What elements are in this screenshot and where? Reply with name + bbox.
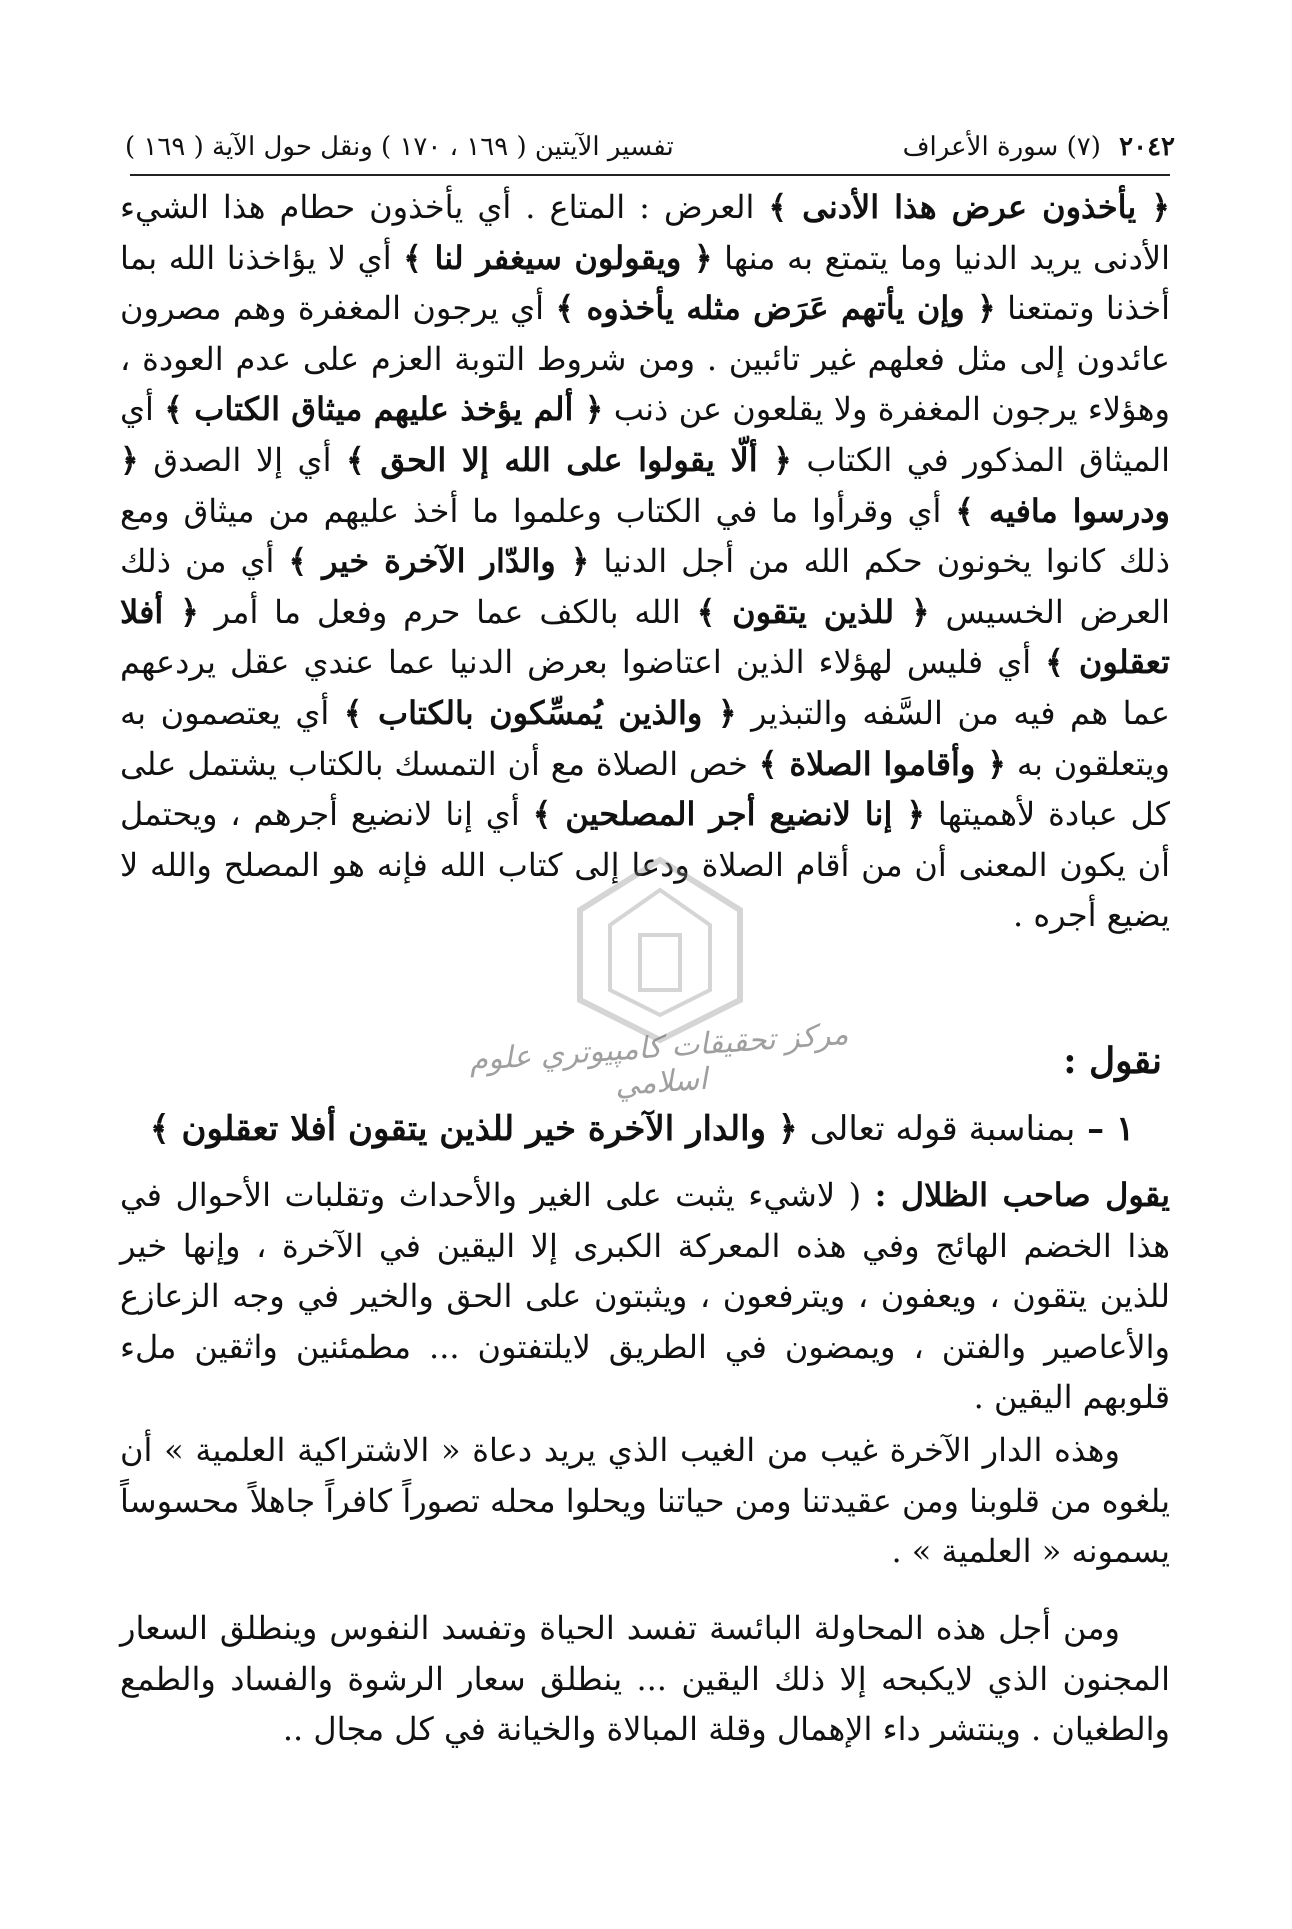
verse-quote: ﴿ وإن يأتهم عَرَض مثله يأخذوه ﴾ [555, 289, 996, 328]
header-rule [130, 174, 1170, 176]
commentary-text: خص الصلاة مع أن التمسك بالكتاب يشتمل على كل عبادة لأهميتها [120, 744, 1171, 834]
verse-quote: ﴿ للذين يتقون ﴾ [696, 592, 930, 631]
commentary-text: أي إنا لانضيع أجرهم ، ويحتمل أن يكون المعنى أن من أقام الصلاة ودعا إلى كتاب الله فإنه هو المصلح والله لا يضيع أجره . [120, 795, 1171, 935]
verse-quote: ﴿ ودرسوا مافيه ﴾ [120, 440, 1171, 530]
note-intro: بمناسبة قوله تعالى [809, 1109, 1076, 1149]
note-number: ١ – [1087, 1109, 1135, 1149]
commentary-text: أي يرجون المغفرة وهم مصرون عائدون إلى مثل فعلهم غير تائبين . ومن شروط التوبة العزم على عدم العودة ، وهؤلاء يرجون المغفرة ولا يقلعون عن ذنب [120, 289, 1171, 429]
verse-quote: ﴿ يأخذون عرض هذا الأدنى ﴾ [768, 188, 1171, 226]
quote-author: يقول صاحب الظلال : [874, 1176, 1171, 1214]
commentary-text: العرض : المتاع . أي يأخذون حطام هذا الشيء الأدنى يريد الدنيا وما يتمتع به منها [120, 188, 1171, 277]
body-paragraph-2 [120, 1603, 1170, 1755]
note-heading [122, 1108, 1162, 1149]
commentary-text: أي فليس لهؤلاء الذين اعتاضوا بعرض الدنيا عما عندي عقل يردعهم عما هم فيه من السَّفه والتبذير [120, 643, 1170, 732]
header-subtitle: تفسير الآيتين ( ١٦٩ ، ١٧٠ ) ونقل حول الآية ( ١٦٩ ) [125, 132, 674, 162]
paragraph: وهذه الدار الآخرة غيب من الغيب الذي يريد دعاة « الاشتراكية العلمية » أن يلغوه من قلوبنا ومن عقيدتنا ومن حياتنا ويحلوا محله تصوراً كافراً جاهلاً محسوساً يسمونه « العلمية » . [120, 1431, 1170, 1571]
commentary-text: أي لا يؤاخذنا الله بما أخذنا وتمتعنا [120, 238, 1171, 328]
quote-paragraph [120, 1170, 1170, 1423]
commentary-text: أي يعتصمون به ويتعلقون به [120, 693, 1171, 783]
verse-quote: ﴿ ويقولون سيغفر لنا ﴾ [403, 238, 713, 277]
section-title: نقول : [1063, 1040, 1162, 1082]
verse-quote: ﴿ ألم يؤخذ عليهم ميثاق الكتاب ﴾ [164, 390, 604, 429]
tafsir-paragraph [120, 182, 1170, 941]
commentary-text: أي الميثاق المذكور في الكتاب [120, 390, 1171, 479]
quote-text: ( لاشيء يثبت على الغير والأحداث وتقلبات الأحوال في هذا الخضم الهائج وفي هذه المعركة الكبرى إلا اليقين في الآخرة ، وإنها خير للذين يتقون ، ويعفون ، ويترفعون ، ويثبتون على الحق والخير في وجه الزعازع والأعاصير والفتن ، ويمضون في الطريق لايلتفتون ... مطمئنين واثقين ملء قلوبهم اليقين . [120, 1176, 1170, 1417]
commentary-text: الله بالكف عما حرم وفعل ما أمر [198, 592, 697, 631]
commentary-text: أي من ذلك العرض الخسيس [120, 542, 1171, 631]
paragraph: ومن أجل هذه المحاولة البائسة تفسد الحياة وتفسد النفوس وينطلق السعار المجنون الذي لايكبحه إلا ذلك اليقين ... ينطلق سعار الرشوة والفساد والطمع والطغيان . وينتشر داء الإهمال وقلة المبالاة والخيانة في كل مجال .. [120, 1609, 1170, 1749]
verse-quote: ﴿ أفلا تعقلون ﴾ [120, 592, 1171, 682]
body-paragraph-1 [120, 1425, 1170, 1577]
page-number: ٢٠٤٢ [1119, 132, 1175, 162]
seal-watermark [540, 850, 780, 1050]
surah-title: (٧) سورة الأعراف [902, 132, 1101, 162]
stamp-caption: مركز تحقيقات كامپيوتري علوم اسلامي [468, 1016, 850, 1104]
quote-block [120, 1170, 1170, 1423]
verse-quote: ﴿ والدّار الآخرة خير ﴾ [288, 542, 590, 581]
running-header [125, 122, 1175, 172]
verse-quote: ﴿ وأقاموا الصلاة ﴾ [758, 744, 1006, 783]
verse-quote: ﴿ إنا لانضيع أجر المصلحين ﴾ [532, 795, 925, 834]
commentary-text: أي وقرأوا ما في الكتاب وعلموا ما أخذ عليهم من ميثاق ومع ذلك كانوا يخونون حكم الله من أجل الدنيا [120, 491, 1171, 581]
commentary-text: أي إلا الصدق [138, 440, 346, 479]
verse-quote: ﴿ والذين يُمسِّكون بالكتاب ﴾ [343, 693, 737, 732]
verse-quote: ﴿ ألّا يقولوا على الله إلا الحق ﴾ [346, 440, 792, 479]
header-title-group [903, 132, 1175, 162]
note-verse: ﴿ والدار الآخرة خير للذين يتقون أفلا تعقلون ﴾ [149, 1109, 798, 1149]
tafsir-block [120, 182, 1170, 941]
